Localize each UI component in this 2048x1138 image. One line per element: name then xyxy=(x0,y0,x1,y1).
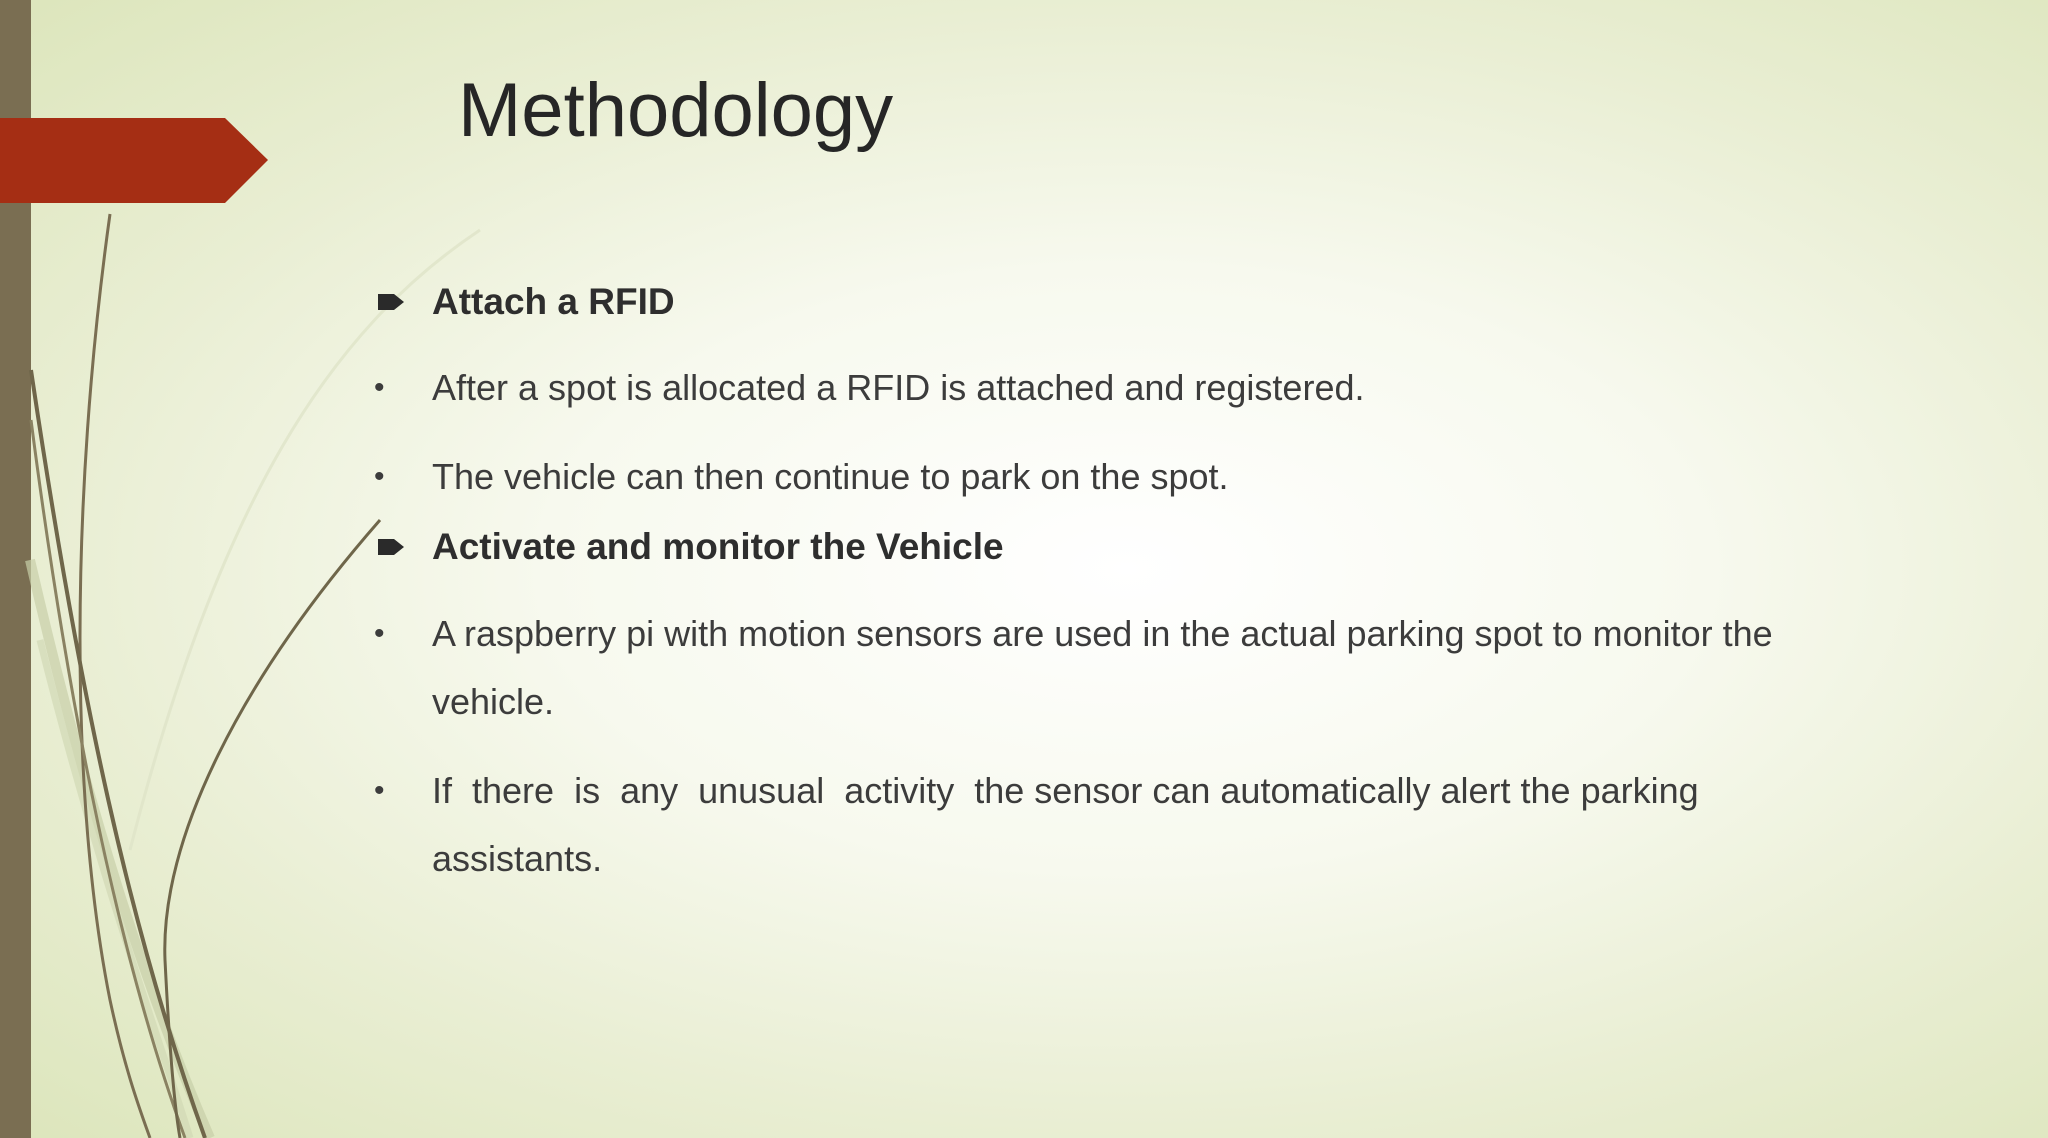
bullet-text: After a spot is allocated a RFID is attached and registered. xyxy=(432,367,1365,408)
arrow-bullet-icon xyxy=(376,292,406,312)
arrow-bullet-icon xyxy=(376,537,406,557)
dot-bullet-icon: • xyxy=(374,774,385,807)
dot-bullet-icon: • xyxy=(374,460,385,493)
bullet-text: A raspberry pi with motion sensors are used in the actual parking spot to monitor the vehicle. xyxy=(432,613,1773,722)
bullet-text: If there is any unusual activity the sensor can automatically alert the parking assistants. xyxy=(432,770,1709,879)
dot-bullet-icon: • xyxy=(374,617,385,650)
bullet-text: The vehicle can then continue to park on the spot. xyxy=(432,456,1229,497)
section-heading: Attach a RFID xyxy=(432,281,675,322)
slide-title: Methodology xyxy=(458,68,894,153)
section-heading: Activate and monitor the Vehicle xyxy=(432,526,1004,567)
dot-bullet-icon: • xyxy=(374,371,385,404)
